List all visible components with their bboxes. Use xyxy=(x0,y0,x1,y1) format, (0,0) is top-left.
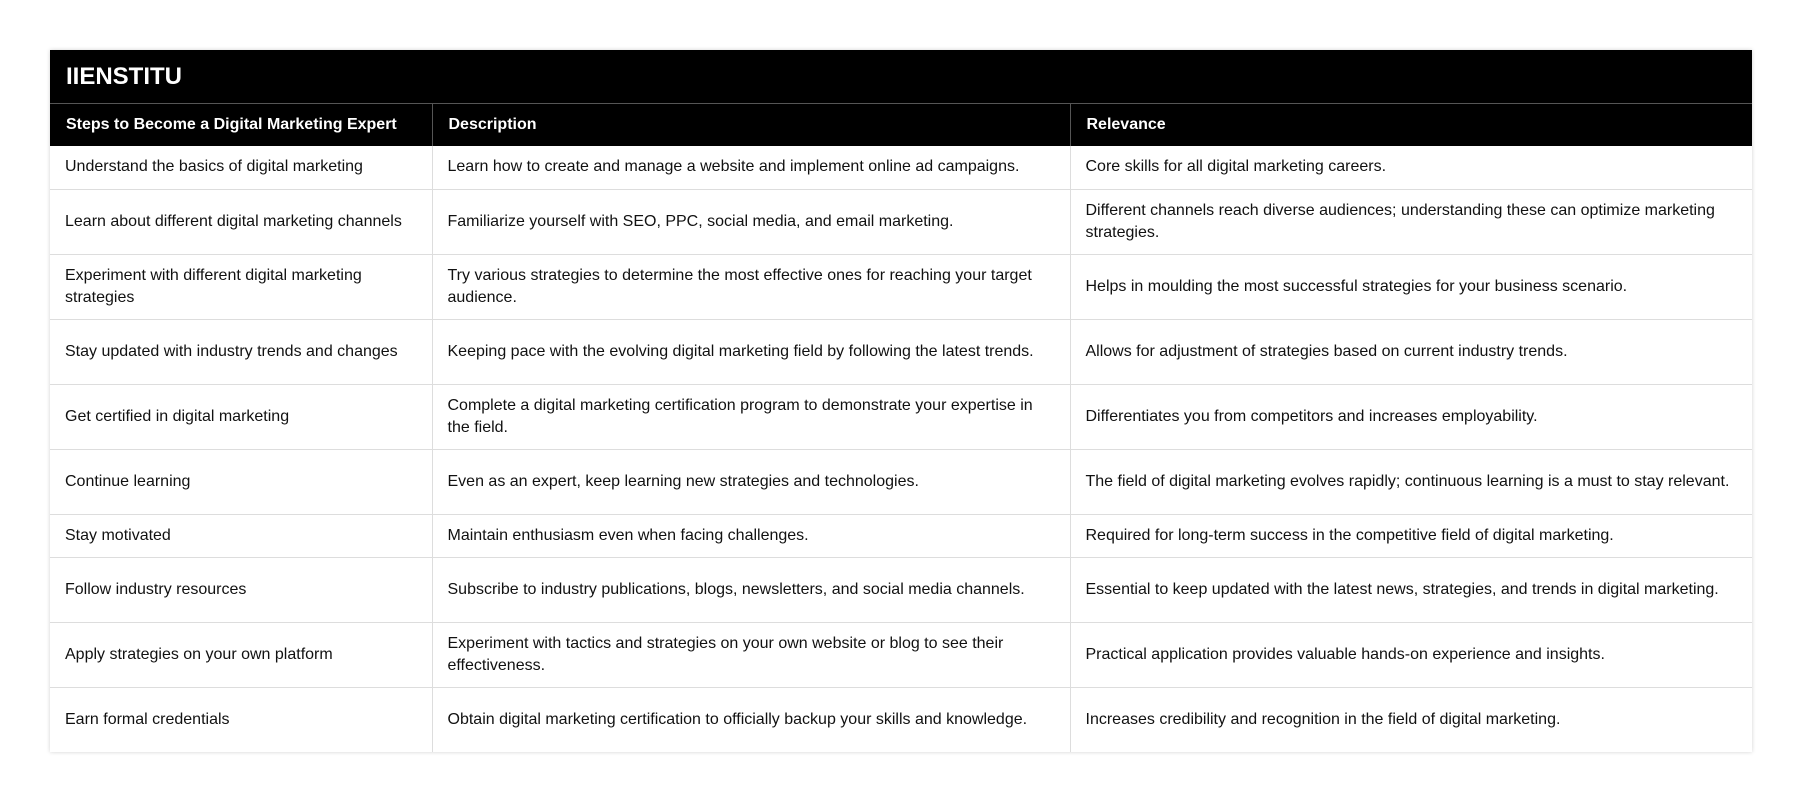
table-row xyxy=(50,189,1752,254)
step-cell: Understand the basics of digital marketing xyxy=(50,146,432,189)
step-cell: Learn about different digital marketing channels xyxy=(50,189,432,254)
relevance-cell: Essential to keep updated with the latest news, strategies, and trends in digital marketing. xyxy=(1070,557,1752,622)
column-header-description: Description xyxy=(432,104,1070,146)
table-row xyxy=(50,449,1752,514)
description-cell: Try various strategies to determine the most effective ones for reaching your target audience. xyxy=(432,254,1070,319)
table-row xyxy=(50,384,1752,449)
table-row xyxy=(50,687,1752,752)
table-row xyxy=(50,622,1752,687)
relevance-cell: Practical application provides valuable hands-on experience and insights. xyxy=(1070,622,1752,687)
relevance-cell: Increases credibility and recognition in the field of digital marketing. xyxy=(1085,710,1561,728)
step-cell: Earn formal credentials xyxy=(50,687,432,752)
step-cell: Stay updated with industry trends and changes xyxy=(50,319,432,384)
column-header-relevance: Relevance xyxy=(1070,104,1752,146)
table-row xyxy=(50,254,1752,319)
relevance-cell: Differentiates you from competitors and increases employability. xyxy=(1070,384,1752,449)
step-cell: Apply strategies on your own platform xyxy=(50,622,432,687)
description-cell: Keeping pace with the evolving digital marketing field by following the latest trends. xyxy=(432,319,1070,384)
table-title: IIENSTITU xyxy=(50,50,1752,104)
column-header-steps: Steps to Become a Digital Marketing Expert xyxy=(50,104,432,146)
step-cell: Continue learning xyxy=(50,449,432,514)
steps-table xyxy=(50,104,1752,752)
description-cell: Learn how to create and manage a website and implement online ad campaigns. xyxy=(432,146,1070,189)
step-cell: Stay motivated xyxy=(50,514,432,557)
relevance-cell: Different channels reach diverse audiences; understanding these can optimize marketing strategies. xyxy=(1070,189,1752,254)
header-row xyxy=(50,104,1752,146)
relevance-cell: Required for long-term success in the competitive field of digital marketing. xyxy=(1070,514,1752,557)
description-cell: Subscribe to industry publications, blogs, newsletters, and social media channels. xyxy=(432,557,1070,622)
step-cell: Experiment with different digital marketing strategies xyxy=(50,254,432,319)
description-cell: Complete a digital marketing certification program to demonstrate your expertise in the field. xyxy=(432,384,1070,449)
relevance-cell: The field of digital marketing evolves rapidly; continuous learning is a must to stay relevant. xyxy=(1070,449,1752,514)
description-cell: Experiment with tactics and strategies on your own website or blog to see their effectiveness. xyxy=(432,622,1070,687)
description-cell: Even as an expert, keep learning new strategies and technologies. xyxy=(432,449,1070,514)
table-row xyxy=(50,514,1752,557)
table-card xyxy=(50,50,1752,752)
step-cell: Get certified in digital marketing xyxy=(50,384,432,449)
table-row xyxy=(50,146,1752,189)
table-row xyxy=(50,319,1752,384)
table-row xyxy=(50,557,1752,622)
description-cell: Obtain digital marketing certification to officially backup your skills and knowledge. xyxy=(432,687,1070,752)
step-cell: Follow industry resources xyxy=(50,557,432,622)
relevance-cell: Core skills for all digital marketing careers. xyxy=(1070,146,1752,189)
relevance-cell: Allows for adjustment of strategies based on current industry trends. xyxy=(1070,319,1752,384)
description-cell: Familiarize yourself with SEO, PPC, social media, and email marketing. xyxy=(432,189,1070,254)
relevance-cell: Helps in moulding the most successful strategies for your business scenario. xyxy=(1070,254,1752,319)
description-cell: Maintain enthusiasm even when facing challenges. xyxy=(432,514,1070,557)
